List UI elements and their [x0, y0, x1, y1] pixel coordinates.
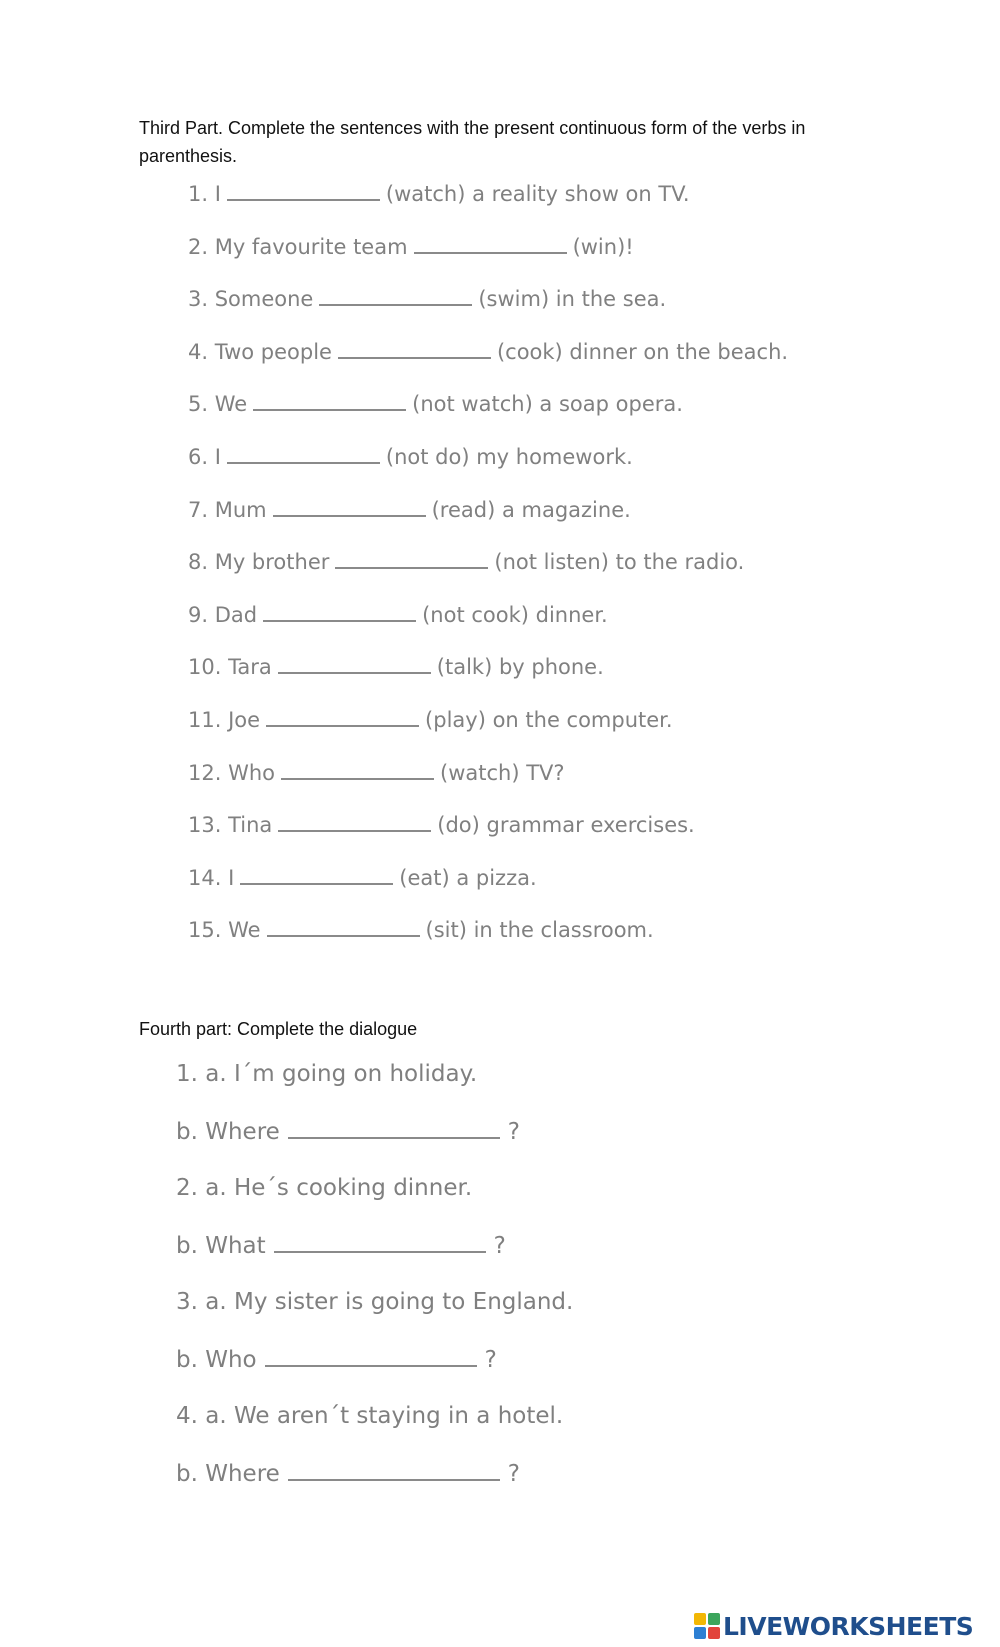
- answer-blank[interactable]: [281, 756, 434, 780]
- exercise-item: [188, 230, 634, 262]
- exercise-item-prompt: 13. Tina: [188, 813, 273, 837]
- liveworksheets-logo-mark-icon: [694, 1613, 720, 1639]
- answer-blank[interactable]: [278, 808, 431, 832]
- dialogue-question-start: b. What: [176, 1233, 266, 1259]
- exercise-item-prompt: 14. I: [188, 866, 235, 890]
- exercise-item: [188, 493, 631, 525]
- answer-blank[interactable]: [288, 1457, 500, 1481]
- exercise-item-prompt: 15. We: [188, 918, 261, 942]
- dialogue-question-start: b. Where: [176, 1119, 280, 1145]
- dialogue-statement: 1. a. I´m going on holiday.: [176, 1061, 478, 1087]
- dialogue-question: [176, 1457, 520, 1490]
- answer-blank[interactable]: [253, 387, 406, 411]
- dialogue-question-mark: ?: [507, 1119, 521, 1145]
- answer-blank[interactable]: [278, 650, 431, 674]
- exercise-item-verb-hint: (not do) my homework.: [385, 445, 633, 469]
- exercise-item-verb-hint: (watch) TV?: [440, 761, 565, 785]
- exercise-item: [188, 598, 608, 630]
- answer-blank[interactable]: [273, 493, 426, 517]
- exercise-item-prompt: 9. Dad: [188, 603, 258, 627]
- exercise-item-verb-hint: (swim) in the sea.: [478, 287, 667, 311]
- exercise-item-verb-hint: (sit) in the classroom.: [425, 918, 654, 942]
- dialogue-question-start: b. Who: [176, 1347, 257, 1373]
- exercise-item-verb-hint: (talk) by phone.: [436, 655, 604, 679]
- answer-blank[interactable]: [338, 335, 491, 359]
- dialogue-question-mark: ?: [507, 1461, 521, 1487]
- exercise-item-verb-hint: (cook) dinner on the beach.: [496, 340, 789, 364]
- exercise-item: [188, 387, 683, 419]
- answer-blank[interactable]: [263, 598, 416, 622]
- answer-blank[interactable]: [274, 1229, 486, 1253]
- exercise-item: [188, 282, 666, 314]
- dialogue-statement: 4. a. We aren´t staying in a hotel.: [176, 1403, 564, 1429]
- exercise-item: [188, 808, 695, 840]
- exercise-item-prompt: 5. We: [188, 392, 248, 416]
- exercise-item: [188, 545, 744, 577]
- exercise-item-verb-hint: (eat) a pizza.: [399, 866, 537, 890]
- exercise-item-prompt: 1. I: [188, 182, 221, 206]
- exercise-item: [188, 703, 673, 735]
- exercise-item-verb-hint: (play) on the computer.: [425, 708, 673, 732]
- exercise-item-prompt: 4. Two people: [188, 340, 332, 364]
- dialogue-question-mark: ?: [484, 1347, 497, 1373]
- exercise-item-prompt: 6. I: [188, 445, 221, 469]
- exercise-item-prompt: 7. Mum: [188, 498, 267, 522]
- exercise-item-verb-hint: (not cook) dinner.: [422, 603, 608, 627]
- exercise-item: [188, 335, 788, 367]
- exercise-item: [188, 861, 537, 893]
- fourth-part-instruction: Fourth part: Complete the dialogue: [139, 1019, 418, 1039]
- exercise-item-verb-hint: (read) a magazine.: [431, 498, 631, 522]
- answer-blank[interactable]: [265, 1343, 477, 1367]
- exercise-item: [188, 756, 565, 788]
- answer-blank[interactable]: [266, 703, 419, 727]
- liveworksheets-logo-text: LIVEWORKSHEETS: [723, 1611, 974, 1641]
- exercise-item-prompt: 8. My brother: [188, 550, 330, 574]
- answer-blank[interactable]: [227, 440, 380, 464]
- third-part-instruction: Third Part. Complete the sentences with the present continuous form of the verbs in parenthesis.: [139, 118, 806, 166]
- dialogue-statement: 2. a. He´s cooking dinner.: [176, 1175, 473, 1201]
- answer-blank[interactable]: [227, 177, 380, 201]
- exercise-item-verb-hint: (not watch) a soap opera.: [412, 392, 683, 416]
- answer-blank[interactable]: [240, 861, 393, 885]
- liveworksheets-logo: [694, 1612, 973, 1640]
- answer-blank[interactable]: [267, 913, 420, 937]
- exercise-item-prompt: 3. Someone: [188, 287, 314, 311]
- exercise-item-verb-hint: (not listen) to the radio.: [494, 550, 745, 574]
- answer-blank[interactable]: [414, 230, 567, 254]
- answer-blank[interactable]: [288, 1115, 500, 1139]
- exercise-item-verb-hint: (watch) a reality show on TV.: [385, 182, 690, 206]
- exercise-item: [188, 650, 604, 682]
- answer-blank[interactable]: [335, 545, 488, 569]
- exercise-item-prompt: 11. Joe: [188, 708, 261, 732]
- exercise-item-verb-hint: (win)!: [572, 235, 634, 259]
- exercise-item: [188, 177, 690, 209]
- exercise-item: [188, 440, 633, 472]
- dialogue-question: [176, 1115, 520, 1148]
- answer-blank[interactable]: [319, 282, 472, 306]
- exercise-item-verb-hint: (do) grammar exercises.: [437, 813, 695, 837]
- dialogue-question: [176, 1343, 497, 1376]
- exercise-item-prompt: 12. Who: [188, 761, 275, 785]
- exercise-item-prompt: 10. Tara: [188, 655, 272, 679]
- dialogue-statement: 3. a. My sister is going to England.: [176, 1289, 574, 1315]
- exercise-item: [188, 913, 654, 945]
- dialogue-question-start: b. Where: [176, 1461, 280, 1487]
- dialogue-question-mark: ?: [493, 1233, 506, 1259]
- exercise-item-prompt: 2. My favourite team: [188, 235, 408, 259]
- dialogue-question: [176, 1229, 506, 1262]
